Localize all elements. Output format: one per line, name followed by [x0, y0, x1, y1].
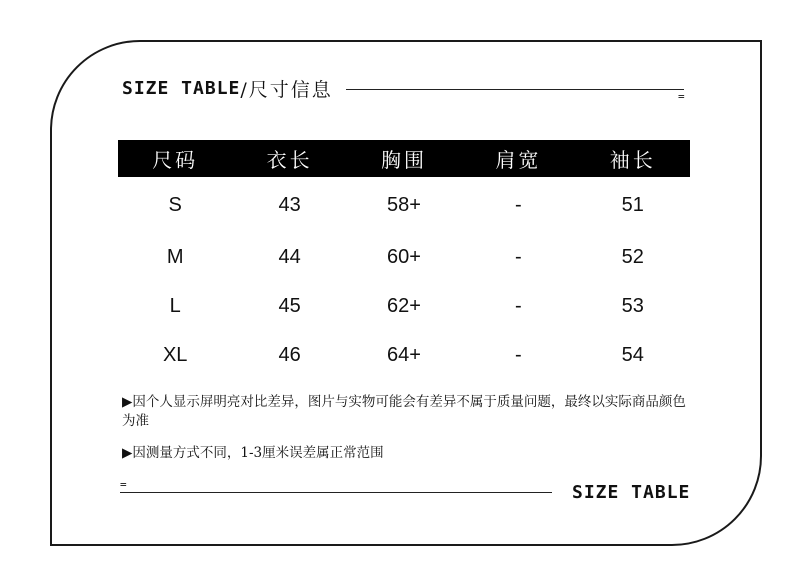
- table-row: [118, 177, 690, 233]
- table-row: [118, 331, 690, 380]
- col-sleeve: 袖长: [576, 140, 690, 177]
- cell-chest: 60+: [387, 246, 421, 268]
- size-table-header: [118, 140, 690, 177]
- footer-rule: [120, 492, 552, 493]
- cell-size: L: [169, 295, 181, 317]
- cell-length: 44: [278, 246, 301, 268]
- cell-shoulder: -: [515, 246, 522, 268]
- cell-shoulder: -: [515, 344, 522, 366]
- cell-chest: 58+: [387, 193, 421, 216]
- cell-size: XL: [162, 344, 188, 366]
- cell-sleeve: 53: [621, 295, 644, 317]
- title-equals-mark: =: [678, 90, 685, 103]
- cell-sleeve: 51: [621, 193, 644, 216]
- cell-shoulder: -: [515, 193, 522, 216]
- col-size: 尺码: [118, 140, 232, 177]
- cell-length: 46: [278, 344, 301, 366]
- cell-sleeve: 52: [621, 246, 644, 268]
- footer-equals-mark: =: [120, 478, 127, 491]
- note-display-difference: ▶因个人显示屏明亮对比差异，图片与实物可能会有差异不属于质量问题，最终以实际商品颜色为准: [122, 394, 686, 429]
- title-rule: [346, 89, 684, 90]
- table-row: [118, 233, 690, 282]
- title-chinese: /尺寸信息: [240, 78, 333, 101]
- size-table: [118, 140, 690, 380]
- col-chest: 胸围: [347, 140, 461, 177]
- cell-sleeve: 54: [621, 344, 644, 366]
- col-length: 衣长: [232, 140, 346, 177]
- cell-shoulder: -: [515, 295, 522, 317]
- title-english: SIZE TABLE: [122, 77, 241, 99]
- cell-length: 43: [278, 193, 301, 216]
- size-table-title: [122, 76, 333, 100]
- cell-chest: 64+: [387, 344, 421, 366]
- footer-title: SIZE TABLE: [572, 482, 691, 503]
- cell-size: M: [166, 246, 184, 268]
- cell-chest: 62+: [387, 295, 421, 317]
- note-measurement-tolerance: ▶因测量方式不同，1-3厘米误差属正常范围: [122, 445, 384, 461]
- col-shoulder: 肩宽: [461, 140, 575, 177]
- cell-length: 45: [278, 295, 301, 317]
- table-row: [118, 282, 690, 331]
- cell-size: S: [168, 193, 182, 216]
